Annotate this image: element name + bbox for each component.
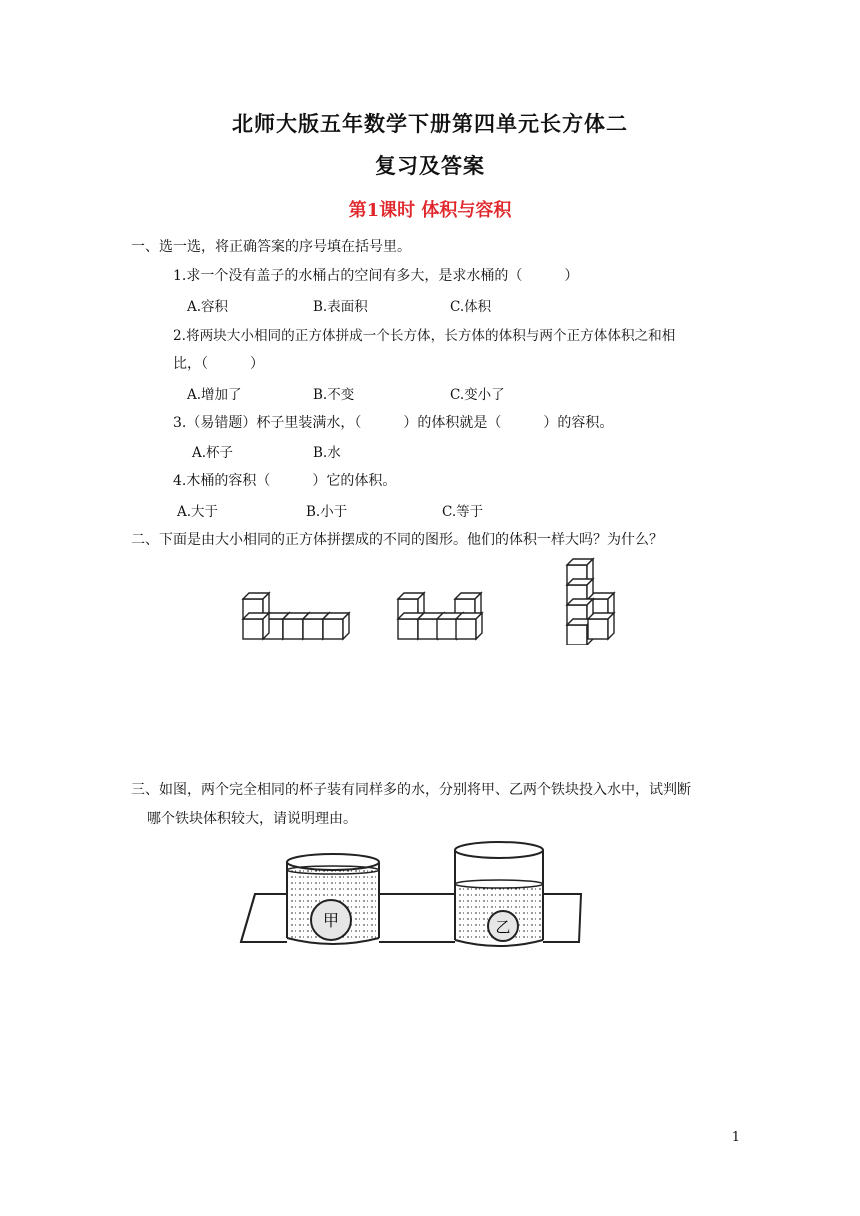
q1-option-c: C.体积: [450, 299, 492, 315]
cups-figure: [235, 832, 600, 957]
q2-option-c: C.变小了: [450, 387, 505, 403]
question-4: 4.木桶的容积（ ）它的体积。: [173, 473, 397, 489]
doc-title-line2: 复习及答案: [375, 153, 485, 178]
q1-option-a: A.容积: [187, 299, 229, 315]
cup-left: [287, 854, 379, 948]
q4-option-a: A.大于: [177, 504, 219, 520]
section2-heading: 二、下面是由大小相同的正方体拼摆成的不同的图形。他们的体积一样大吗？为什么？: [131, 532, 663, 548]
cube-figures: [230, 555, 640, 645]
question-2-line1: 2.将两块大小相同的正方体拼成一个长方体，长方体的体积与两个正方体体积之和相: [173, 328, 676, 344]
doc-title-line1: 北师大版五年数学下册第四单元长方体二: [232, 111, 628, 136]
q2-option-b: B.不变: [313, 387, 355, 403]
question-2-line2: 比，（ ）: [173, 356, 264, 372]
ball-left-label: 甲: [322, 911, 340, 930]
section1-heading: 一、选一选，将正确答案的序号填在括号里。: [131, 239, 411, 255]
lesson-heading: 第1课时 体积与容积: [348, 200, 512, 221]
question-3: 3.（易错题）杯子里装满水，（ ）的体积就是（ ）的容积。: [173, 415, 614, 431]
q3-option-b: B.水: [313, 445, 341, 461]
figure-1-cubes: [243, 593, 349, 639]
section3-heading-line2: 哪个铁块体积较大，请说明理由。: [147, 811, 357, 827]
q4-option-b: B.小于: [306, 504, 348, 520]
q3-option-a: A.杯子: [192, 445, 234, 461]
section3-heading-line1: 三、如图，两个完全相同的杯子装有同样多的水，分别将甲、乙两个铁块投入水中，试判断: [131, 782, 691, 798]
page-number: 1: [731, 1130, 740, 1145]
question-1: 1.求一个没有盖子的水桶占的空间有多大，是求水桶的（ ）: [173, 268, 579, 284]
figure-3-cubes: [567, 559, 614, 645]
ball-right-label: 乙: [495, 918, 511, 936]
cup-right: [455, 842, 543, 946]
q2-option-a: A.增加了: [187, 387, 242, 403]
q1-option-b: B.表面积: [313, 299, 368, 315]
figure-2-cubes: [398, 593, 482, 639]
q4-option-c: C.等于: [442, 504, 484, 520]
